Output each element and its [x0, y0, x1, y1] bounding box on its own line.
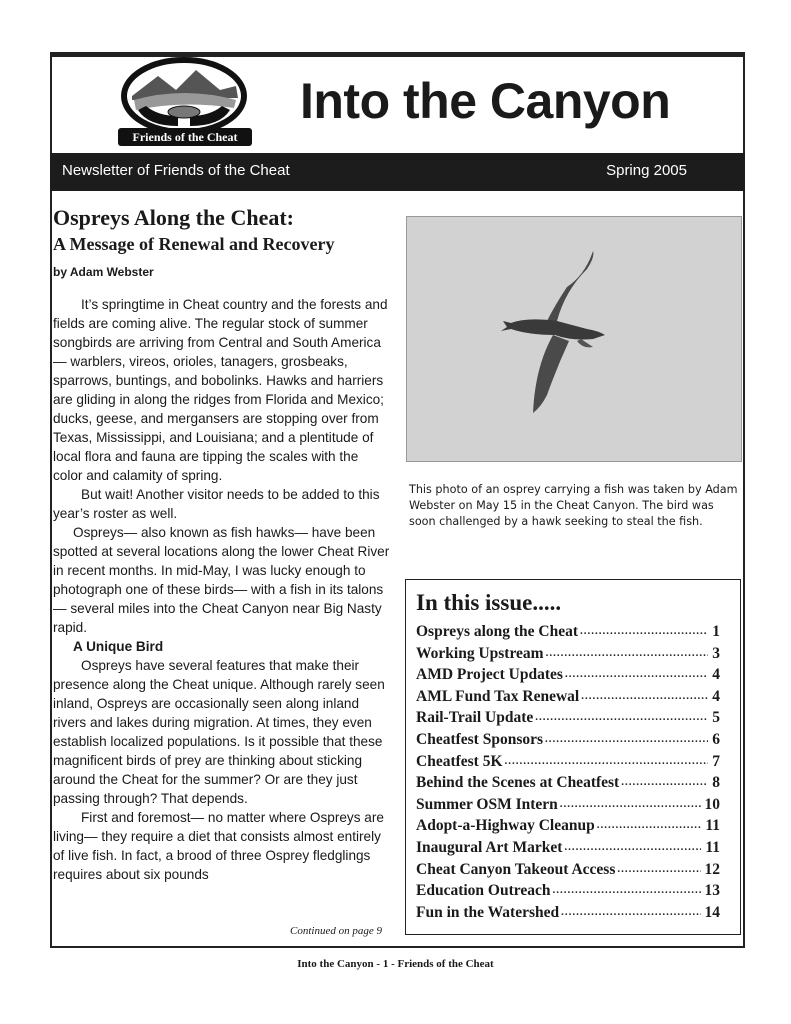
friends-of-the-cheat-logo — [118, 56, 252, 148]
toc-item-page: 12 — [704, 860, 720, 878]
osprey-silhouette-icon — [407, 217, 741, 461]
toc-item-page: 8 — [712, 774, 720, 792]
toc-item — [416, 772, 720, 794]
toc-item-title: Inaugural Art Market — [416, 838, 563, 856]
toc-item-title: Behind the Scenes at Cheatfest — [416, 774, 620, 792]
toc-item-title: Summer OSM Intern — [416, 795, 558, 813]
toc-item-page: 10 — [704, 795, 720, 813]
toc-dot-leader — [562, 837, 701, 859]
paragraph: But wait! Another visitor needs to be added to this year’s roster as well. — [53, 487, 380, 521]
toc-dot-leader — [619, 772, 708, 794]
paragraph: Ospreys have several features that make their presence along the Cheat unique. Although rarely seen inland, Ospreys are occasionally seen along inland rivers and lakes during migration. At times, they even establish localized populations. Is it possible that these magnificent birds of prey are thinking about sticking around the Cheat for the summer? Or are they just passing through? That depends. — [53, 658, 385, 806]
article-subtitle: A Message of Renewal and Recovery — [53, 234, 335, 254]
toc-item — [416, 707, 720, 729]
byline: by Adam Webster — [53, 265, 154, 279]
toc-title: In this issue..... — [416, 590, 562, 615]
toc-item-title: Ospreys along the Cheat — [416, 623, 579, 640]
article-subheading: A Unique Bird — [73, 639, 164, 654]
toc-dot-leader — [615, 859, 700, 881]
toc-item-page: 3 — [712, 644, 720, 662]
newsletter-title: Into the Canyon — [300, 73, 671, 129]
toc-item — [416, 815, 720, 837]
toc-item-title: Rail-Trail Update — [416, 709, 534, 727]
toc-item-page: 6 — [712, 730, 720, 748]
toc-item-title: Cheat Canyon Takeout Access — [416, 860, 616, 878]
toc-item-title: AML Fund Tax Renewal — [416, 687, 580, 705]
toc-dot-leader — [578, 621, 708, 643]
toc-dot-leader — [543, 729, 708, 751]
osprey-photo — [406, 216, 742, 462]
toc-item-page: 11 — [705, 838, 720, 856]
toc-item-page: 11 — [705, 817, 720, 835]
toc-item — [416, 729, 720, 751]
toc-dot-leader — [551, 880, 701, 902]
toc-item-page: 4 — [712, 666, 720, 684]
toc-item — [416, 621, 720, 643]
toc-item-page: 13 — [704, 882, 720, 900]
toc-item — [416, 859, 720, 881]
toc-item-title: Education Outreach — [416, 882, 551, 900]
toc-item — [416, 664, 720, 686]
photo-caption: This photo of an osprey carrying a fish was taken by Adam Webster on May 15 in the Cheat Canyon. The bird was soon challenged by a hawk seeking to steal the fish. — [409, 483, 738, 528]
masthead-bar — [50, 153, 745, 191]
paragraph: It’s springtime in Cheat country and the forests and fields are coming alive. The regular stock of summer songbirds are arriving from Central and South America— warblers, vireos, orioles, tanagers, grosbeaks, sparrows, buntings, and bobolinks. Hawks and harriers are gliding in along the ridges from Florida and Mexico; ducks, geese, and mergansers are stopping over from Texas, Mississippi, and Louisiana; and a plentitude of local flora and fauna are tipping the scales with the color and calamity of spring. — [53, 297, 388, 483]
toc-dot-leader — [503, 751, 709, 773]
toc-item-page: 5 — [712, 709, 720, 727]
toc-item-title: Fun in the Watershed — [416, 903, 560, 921]
toc-item-title: AMD Project Updates — [416, 666, 563, 684]
issue-date: Spring 2005 — [606, 162, 687, 179]
toc-item-page: 14 — [704, 903, 720, 921]
toc-item-title: Working Upstream — [416, 644, 544, 662]
in-this-issue-box — [405, 579, 741, 935]
toc-dot-leader — [558, 794, 701, 816]
toc-item-page: 1 — [712, 623, 720, 640]
toc-item — [416, 794, 720, 816]
toc-item — [416, 751, 720, 773]
article-body — [53, 295, 390, 884]
toc-item-page: 4 — [712, 687, 720, 705]
paragraph: Ospreys— also known as fish hawks— have been spotted at several locations along the lower Cheat River in recent months. In mid-May, I was lucky enough to photograph one of these birds— with a fish in its talons— several miles into the Cheat Canyon near Big Nasty rapid. — [53, 525, 390, 635]
toc-dot-leader — [579, 686, 708, 708]
page-footer: Into the Canyon - 1 - Friends of the Cheat — [297, 958, 494, 970]
toc-dot-leader — [544, 643, 709, 665]
toc-item — [416, 880, 720, 902]
toc-item — [416, 902, 720, 924]
toc-dot-leader — [533, 707, 708, 729]
toc-dot-leader — [595, 815, 702, 837]
toc-item-title: Cheatfest 5K — [416, 752, 503, 770]
toc-dot-leader — [563, 664, 708, 686]
toc-list — [416, 621, 720, 923]
toc-item-page: 7 — [712, 752, 720, 770]
toc-item — [416, 837, 720, 859]
paragraph: First and foremost— no matter where Ospreys are living— they require a diet that consists almost entirely of live fish. In fact, a brood of three Osprey fledglings requires about six pounds — [53, 810, 384, 882]
toc-item — [416, 686, 720, 708]
toc-item — [416, 643, 720, 665]
continued-note: Continued on page 9 — [290, 925, 382, 937]
newsletter-subtitle: Newsletter of Friends of the Cheat — [62, 162, 290, 179]
article-title: Ospreys Along the Cheat: — [53, 205, 294, 230]
logo-text: Friends of the Cheat — [132, 130, 238, 144]
toc-dot-leader — [559, 902, 700, 924]
toc-item-title: Adopt-a-Highway Cleanup — [416, 817, 595, 835]
toc-item-title: Cheatfest Sponsors — [416, 730, 544, 748]
